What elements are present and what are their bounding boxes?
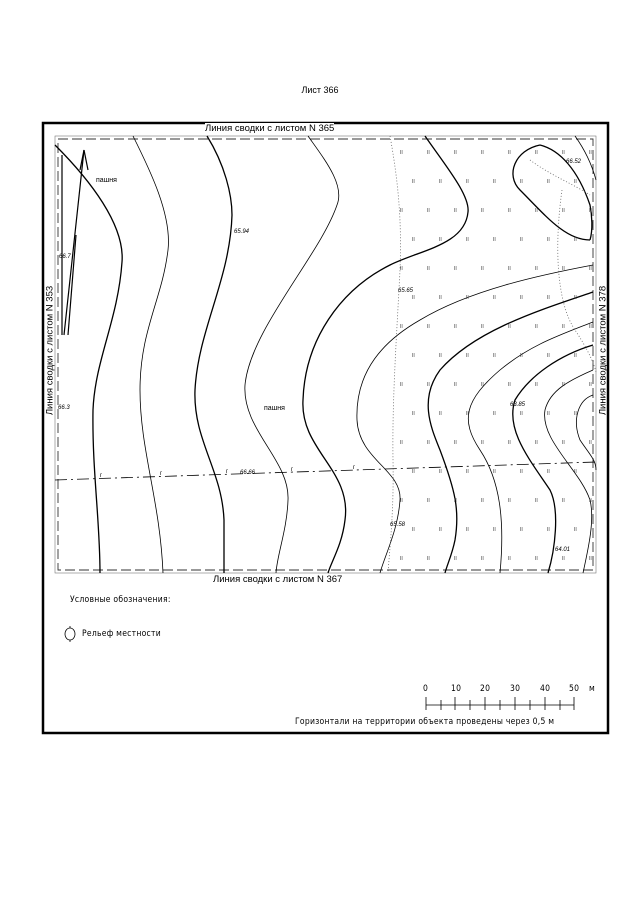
- marsh-symbol: II: [481, 208, 484, 214]
- marsh-symbol: II: [547, 179, 550, 185]
- legend-item-label: Рельеф местности: [82, 629, 161, 639]
- marsh-symbol: II: [508, 324, 511, 330]
- marsh-symbol: II: [439, 179, 442, 185]
- marsh-symbol: II: [574, 353, 577, 359]
- marsh-symbol: II: [454, 556, 457, 562]
- marsh-symbol: II: [589, 498, 592, 504]
- marsh-symbol: II: [589, 150, 592, 156]
- marsh-symbol: II: [547, 411, 550, 417]
- marsh-symbol: II: [466, 295, 469, 301]
- marsh-symbol: II: [520, 179, 523, 185]
- marsh-symbol: II: [427, 498, 430, 504]
- marsh-symbol: II: [562, 382, 565, 388]
- marsh-symbol: II: [439, 353, 442, 359]
- marsh-symbol: II: [508, 150, 511, 156]
- marsh-symbol: II: [589, 266, 592, 272]
- marsh-symbol: II: [547, 353, 550, 359]
- marsh-symbol: II: [508, 556, 511, 562]
- marsh-symbol: II: [562, 208, 565, 214]
- marsh-symbol: II: [520, 411, 523, 417]
- summary-line-label-right: Линия сводки с листом N 378: [597, 285, 609, 416]
- marsh-symbol: II: [481, 382, 484, 388]
- marsh-symbol: II: [535, 324, 538, 330]
- marsh-symbol: II: [400, 382, 403, 388]
- marsh-symbol: II: [454, 382, 457, 388]
- marsh-symbol: II: [481, 440, 484, 446]
- land-use-label: пашня: [96, 177, 117, 184]
- marsh-symbol: II: [562, 150, 565, 156]
- marsh-symbol: II: [589, 382, 592, 388]
- marsh-symbol: II: [520, 295, 523, 301]
- marsh-symbol: II: [481, 498, 484, 504]
- contour-interval-note: Горизонтали на территории объекта проведены через 0,5 м: [295, 717, 555, 727]
- scale-tick-label: 10: [451, 684, 462, 694]
- marsh-symbol: II: [574, 179, 577, 185]
- marsh-symbol: II: [493, 527, 496, 533]
- elevation-label: 66.3: [58, 405, 70, 411]
- marsh-symbol: II: [454, 150, 457, 156]
- marsh-symbol: II: [574, 237, 577, 243]
- marsh-symbol: II: [562, 266, 565, 272]
- marsh-symbol: II: [454, 266, 457, 272]
- marsh-symbol: II: [412, 411, 415, 417]
- marsh-symbol: II: [412, 179, 415, 185]
- elevation-label: 66.7: [59, 254, 71, 260]
- scale-tick-label: 20: [480, 684, 491, 694]
- elevation-label: 65.58: [390, 522, 406, 528]
- marsh-symbol: II: [481, 324, 484, 330]
- marsh-symbol: II: [400, 266, 403, 272]
- marsh-symbol: II: [493, 353, 496, 359]
- road-mark: г: [353, 465, 356, 471]
- marsh-symbol: II: [493, 179, 496, 185]
- summary-line-label-left: Линия сводки с листом N 353: [44, 285, 56, 416]
- marsh-symbol: II: [412, 237, 415, 243]
- marsh-symbol: II: [481, 150, 484, 156]
- marsh-symbol: II: [547, 469, 550, 475]
- elevation-label: 64.01: [555, 547, 571, 553]
- road-mark: г: [291, 467, 294, 473]
- summary-line-label-top: Линия сводки с листом N 365: [205, 123, 335, 134]
- marsh-symbol: II: [412, 527, 415, 533]
- marsh-symbol: II: [535, 498, 538, 504]
- marsh-symbol: II: [427, 266, 430, 272]
- marsh-symbol: II: [562, 556, 565, 562]
- road-mark: г: [160, 471, 163, 477]
- marsh-symbol: II: [400, 440, 403, 446]
- sheet-title: Лист 366: [301, 85, 339, 95]
- marsh-symbol: II: [508, 440, 511, 446]
- marsh-symbol: II: [508, 498, 511, 504]
- marsh-symbol: II: [439, 237, 442, 243]
- marsh-symbol: II: [466, 179, 469, 185]
- marsh-symbol: II: [508, 266, 511, 272]
- marsh-symbol: II: [535, 208, 538, 214]
- marsh-symbol: II: [520, 237, 523, 243]
- marsh-symbol: II: [466, 527, 469, 533]
- marsh-symbol: II: [439, 295, 442, 301]
- marsh-symbol: II: [427, 382, 430, 388]
- marsh-symbol: II: [439, 469, 442, 475]
- elevation-label: 66.66: [240, 470, 256, 476]
- marsh-symbol: II: [400, 324, 403, 330]
- road-mark: г: [226, 469, 229, 475]
- marsh-symbol: II: [535, 440, 538, 446]
- marsh-symbol: II: [589, 440, 592, 446]
- marsh-symbol: II: [562, 498, 565, 504]
- marsh-symbol: II: [427, 208, 430, 214]
- marsh-symbol: II: [481, 266, 484, 272]
- marsh-symbol: II: [562, 440, 565, 446]
- land-use-label: пашня: [264, 405, 285, 412]
- marsh-symbol: II: [466, 411, 469, 417]
- marsh-symbol: II: [454, 498, 457, 504]
- elevation-label: 63.85: [510, 402, 526, 408]
- marsh-symbol: II: [412, 295, 415, 301]
- marsh-symbol: II: [493, 237, 496, 243]
- marsh-symbol: II: [520, 527, 523, 533]
- marsh-symbol: II: [493, 469, 496, 475]
- marsh-symbol: II: [427, 440, 430, 446]
- scale-tick-label: 40: [540, 684, 551, 694]
- marsh-symbol: II: [508, 382, 511, 388]
- marsh-symbol: II: [427, 324, 430, 330]
- marsh-symbol: II: [427, 556, 430, 562]
- road-mark: г: [100, 473, 103, 479]
- marsh-symbol: II: [547, 527, 550, 533]
- marsh-symbol: II: [439, 527, 442, 533]
- marsh-symbol: II: [520, 469, 523, 475]
- elevation-label: 65.65: [398, 288, 414, 294]
- marsh-symbol: II: [454, 440, 457, 446]
- legend-title: Условные обозначения:: [70, 595, 171, 605]
- marsh-symbol: II: [454, 208, 457, 214]
- scale-tick-label: 50: [569, 684, 580, 694]
- marsh-symbol: II: [508, 208, 511, 214]
- marsh-symbol: II: [535, 150, 538, 156]
- elevation-label: 65.94: [234, 229, 250, 235]
- marsh-symbol: II: [412, 469, 415, 475]
- marsh-symbol: II: [535, 556, 538, 562]
- marsh-symbol: II: [466, 353, 469, 359]
- marsh-symbol: II: [400, 498, 403, 504]
- marsh-symbol: II: [439, 411, 442, 417]
- marsh-symbol: II: [535, 382, 538, 388]
- marsh-symbol: II: [574, 295, 577, 301]
- marsh-symbol: II: [400, 556, 403, 562]
- scale-tick-label: 0: [423, 684, 429, 694]
- marsh-symbol: II: [466, 469, 469, 475]
- marsh-symbol: II: [574, 527, 577, 533]
- marsh-symbol: II: [400, 150, 403, 156]
- marsh-symbol: II: [427, 150, 430, 156]
- marsh-symbol: II: [412, 353, 415, 359]
- marsh-symbol: II: [562, 324, 565, 330]
- marsh-symbol: II: [589, 556, 592, 562]
- marsh-symbol: II: [493, 295, 496, 301]
- marsh-symbol: II: [400, 208, 403, 214]
- summary-line-label-bottom: Линия сводки с листом N 367: [213, 574, 343, 585]
- marsh-symbol: II: [493, 411, 496, 417]
- marsh-symbol: II: [589, 324, 592, 330]
- elevation-label: 66.52: [566, 159, 582, 165]
- scale-tick-label: 30: [510, 684, 521, 694]
- marsh-symbol: II: [535, 266, 538, 272]
- marsh-symbol: II: [466, 237, 469, 243]
- marsh-symbol: II: [589, 208, 592, 214]
- marsh-symbol: II: [574, 469, 577, 475]
- scale-unit: м: [589, 684, 596, 694]
- marsh-symbol: II: [454, 324, 457, 330]
- marsh-symbol: II: [520, 353, 523, 359]
- marsh-symbol: II: [547, 237, 550, 243]
- marsh-symbol: II: [574, 411, 577, 417]
- marsh-symbol: II: [481, 556, 484, 562]
- marsh-symbol: II: [547, 295, 550, 301]
